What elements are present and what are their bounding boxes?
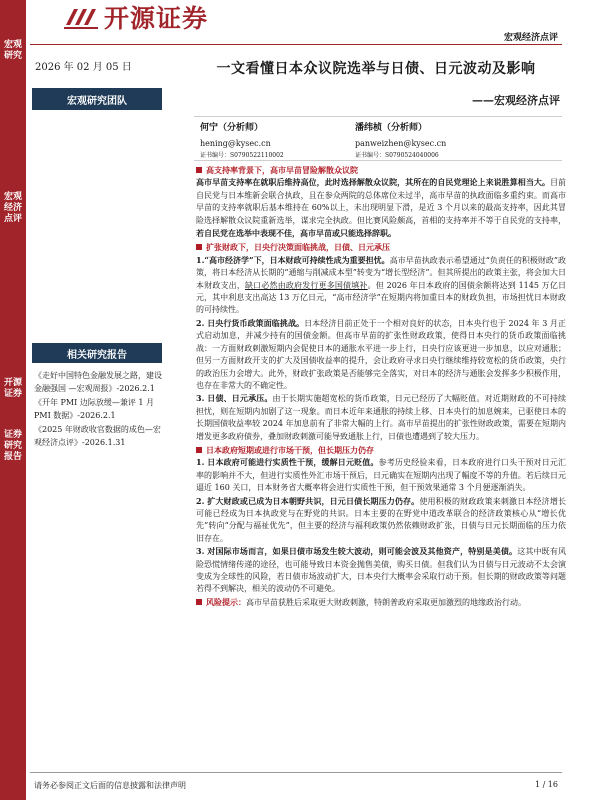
body-text: 这其中既有风险恐慌情绪传递的途径，也可能导致日本资金抛售美债，购买日债。但我们认为日债与日元波动不太会演变成为全球性的风险，若日债市场波动扩大，日本央行大概率会采取行动干预。但长期的财政政策等问题若得不到解决，相关的波动仍不可避免。 [196,547,566,594]
risk-label [196,596,246,608]
analyst-license: 证书编号：S0790522110002 [200,152,284,159]
footer-disclaimer: 请务必参阅正文后面的信息披露和法律声明 [34,781,186,790]
body-text: 使用积极的财政政策来刺激日本经济增长可能已经成为日本执政党与在野党的共识。日本主要的在野党中道改革联合的经济政策核心从“增长优先”转向“分配与福祉优先”，但主要的经济与福利政策仍然依赖财政扩张，日债与日元长期面临的压力依旧存在。 [196,496,566,543]
body-text: 日本经济目前正处于一个相对良好的状态，日本央行也于 2024 年 3 月正式启动加息，并减少持有的国债金额。但高市早苗的扩张性财政政策，使得日本央行的货币政策面临挑战：一方面财政刺激短期内会促使日本的通胀水平进一步上行，日央行应该更进一步加息，以应对通胀；但另一方面财政开支的扩大及国债收益率的提升，会让政府寻求日央行继续维持较宽松的货币政策，央行的政治压力会增大。此外，财政扩张政策是否能够完全落实，对日本的经济与通胀会发挥多少积极作用，也存在非常大的不确定性。 [196,318,566,390]
risk-warning [196,596,566,609]
paragraph [196,176,566,240]
sidebar-label-kaiyuan: 开源证券 [4,378,23,399]
related-report-item[interactable]: 《2025 年财政收官数据的成色—宏观经济点评》-2026.1.31 [34,425,161,447]
analyst-email[interactable]: hening@kysec.cn [200,139,271,148]
bold-text: 1. 日本政府可能进行实质性干预，缓解日元贬值。 [196,457,379,468]
sidebar-label-macro-research: 宏观研究 [4,40,23,61]
paragraph [196,545,566,596]
body-text: 高市早苗执政表示希望通过“负责任的积极财政”政策，将日本经济从长期的“通缩与削减成本型”转变为“增长型经济”。但其所提出的政策主张，将会加大日本财政支出， [196,255,566,290]
report-category: 宏观经济点评 [503,33,558,43]
paragraph [196,317,566,392]
related-report-item[interactable]: 《开年 PMI 边际放缓—兼评 1 月 PMI 数据》-2026.2.1 [34,398,154,420]
bold-text: 1.“高市经济学”下，日本财政可持续性成为重要担忧。 [196,254,390,265]
body-text: 参考历史经验来看，日本政府进行口头干预对日元汇率的影响并不大，但进行实质性外汇市场干预后，日元确实在短期内出现了幅度不等的升值。若后续日元逼近 160 关口，日本财务省大概率将会进行实质性干预，但干预效果通常 3 个月便逐渐消失。 [196,458,567,493]
analyst-name: 潘纬桢（分析师） [355,123,428,133]
page-number: 1 / 16 [534,780,558,789]
research-team-badge: 宏观研究团队 [32,88,162,110]
related-reports-heading: 相关研究报告 [32,343,162,363]
related-reports-list [34,369,166,450]
analyst-card [355,122,446,162]
report-date: 2026 年 02 月 05 日 [35,62,132,73]
bold-text: 高市早苗支持率在就职后维持高位，此时选择解散众议院，其所在的自民党理论上来说胜算相当大。 [196,177,550,188]
company-logo [62,2,208,32]
sidebar-label-macro-review: 宏观经济点评 [4,192,23,224]
section-heading-text: 高支持率背景下，高市早苗冒险解散众议院 [206,165,358,175]
footer-divider [30,772,562,773]
square-bullet-icon [196,167,202,173]
related-report-item[interactable]: 《走好中国特色金融发展之路，建设金融强国 —宏观周报》-2026.2.1 [34,371,162,393]
analyst-license: 证书编号：S0790524040006 [355,152,439,159]
body-text: 高市早苗获胜后采取更大财政刺激，特朗普政府采取更加激烈的地缘政治行动。 [246,597,526,607]
body-text: 。但 2026 年日本政府的国债余额将达到 1145 万亿日元，其中利息支出高达 13 万亿日元，“高市经济学”在短期内将加重日本的财政负担，市场担忧日本财政的可持续性。 [196,280,567,315]
report-subtitle: ——宏观经济点评 [472,94,560,107]
paragraph [196,456,566,494]
bold-text: 3. 日债、日元承压。 [196,393,273,404]
underlined-text: 缺口必然由政府发行更多国债填补 [245,280,368,290]
logo-text: 开源证券 [104,4,209,33]
section-heading [196,241,566,253]
bold-text: 2. 日央行货币政策面临挑战。 [196,317,305,328]
analyst-card [200,122,284,162]
analysts-divider-top [194,116,562,117]
left-sidebar [0,0,26,800]
body-text: 目前自民党与日本维新会联合执政，且在参众两院的总体席位未过半，高市早苗的执政面临多重约束。而高市早苗的支持率就职后基本维持在 60%以上，未出现明显下滑，是近 3 个月以来的最高支持率，因此其冒险选择解散众议院重新选举，谋求完全执政。但比赛风险颇高，首相的支持率并不等于自民党的支持率， [196,178,566,225]
square-bullet-icon [196,447,202,453]
analysts-divider-bottom [194,160,562,161]
report-body [196,163,566,609]
logo-arrows-icon [62,3,100,31]
paragraph [196,495,566,546]
section-heading-text: 日本政府短期或进行市场干预，但长期压力仍存 [206,444,374,455]
sidebar-label-research-report: 证券研究报告 [4,430,23,462]
analyst-email[interactable]: panweizhen@kysec.cn [355,139,447,148]
analyst-name: 何宁（分析师） [200,123,264,133]
square-bullet-icon [196,599,202,605]
bold-text: 2. 扩大财政或已成为日本朝野共识，日元日债长期压力仍存。 [196,495,420,506]
report-title: 一文看懂日本众议院选举与日债、日元波动及影响 [216,61,536,77]
paragraph [196,392,566,443]
square-bullet-icon [196,244,202,250]
header-divider [30,44,562,45]
risk-label-text: 风险提示： [206,596,246,607]
bold-text: 3. 对国际市场而言，如果日债市场发生较大波动，则可能会波及其他资产，特别是美债。 [196,546,518,557]
bold-text: 若自民党在选举中表现不佳，高市早苗或只能选择辞职。 [196,228,396,239]
section-heading [196,164,566,176]
body-text: 由于长期实施超宽松的货币政策，日元已经历了大幅贬值。对近期财政的不可持续担忧，则在短期内加剧了这一现象。而日本近年来通胀的持续上移、日本央行的加息婉来，已驱使日本的长期国债收益率较 2024 年加息前有了非常大幅的上行。高市早苗提出的扩张性财政政策，需要在短期内增发更多政府债券，叠加财政刺激可能导致通胀上行，日债也遭遇到了较大压力。 [196,394,566,441]
section-heading [196,444,566,456]
section-heading-text: 扩张财政下，日央行决策面临挑战，日债、日元承压 [206,242,390,253]
paragraph [196,254,566,317]
